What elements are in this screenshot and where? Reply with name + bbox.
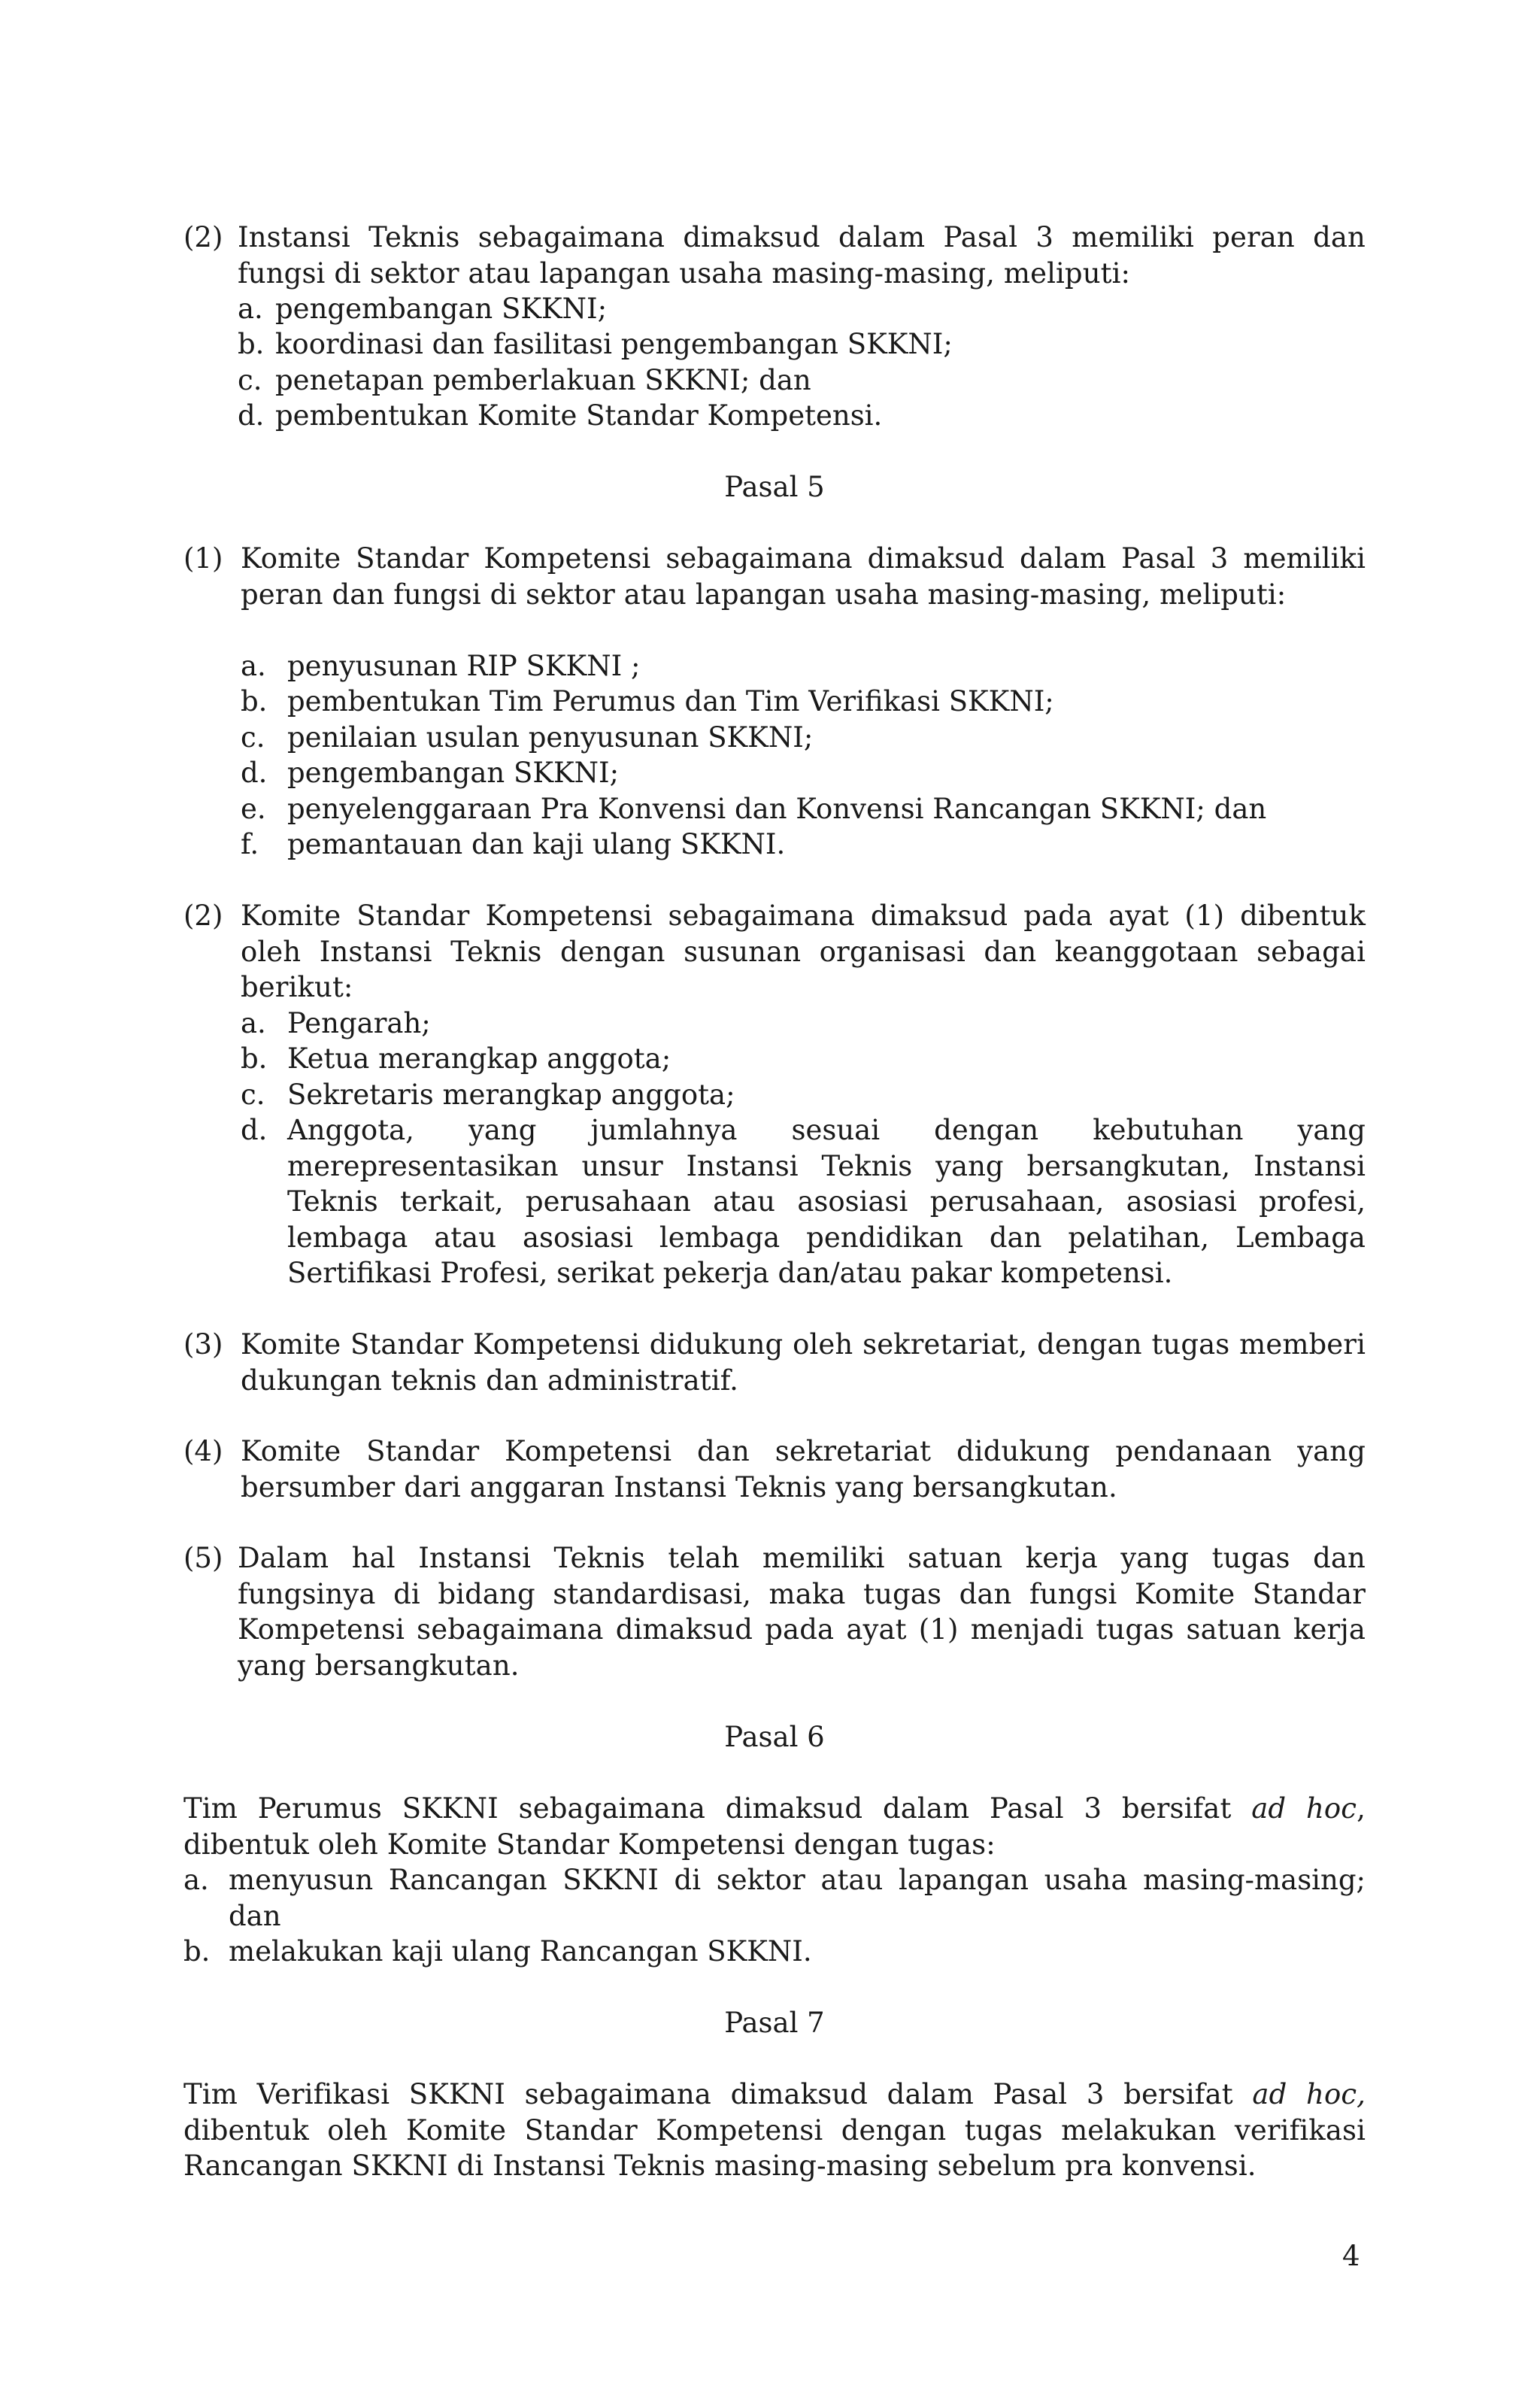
ayat-text: Komite Standar Kompetensi didukung oleh sekretariat, dengan tugas memberi dukungan teknis dan administratif. bbox=[241, 1328, 1366, 1397]
ayat-number: (2) bbox=[183, 900, 223, 932]
ayat-intro-text: Komite Standar Kompetensi sebagaimana dimaksud pada ayat (1) dibentuk oleh Instansi Teknis dengan susunan organisasi dan keanggotaan sebagai berikut: bbox=[241, 900, 1366, 1003]
list-item-label: a. bbox=[238, 293, 263, 325]
list-item bbox=[241, 684, 1366, 720]
list-item-text: menyusun Rancangan SKKNI di sektor atau lapangan usaha masing-masing; dan bbox=[229, 1864, 1366, 1932]
list-item-label: a. bbox=[241, 650, 266, 682]
list-item-label: d. bbox=[241, 757, 268, 789]
intro-text-italic: ad hoc, bbox=[1252, 2078, 1366, 2110]
list-item-label: c. bbox=[241, 1079, 265, 1111]
ayat-number: (4) bbox=[183, 1435, 223, 1467]
list-item-text: Anggota, yang jumlahnya sesuai dengan kebutuhan yang merepresentasikan unsur Instansi Teknis yang bersangkutan, Instansi Teknis terkait, perusahaan atau asosiasi perusahaan, asosiasi profesi, lembaga atau asosiasi lembaga pendidikan dan pelatihan, Lembaga Sertifikasi Profesi, serikat pekerja dan/atau pakar kompetensi. bbox=[287, 1114, 1366, 1289]
list-item-label: d. bbox=[238, 399, 265, 432]
list-item-label: f. bbox=[241, 828, 259, 860]
article-heading: Pasal 7 bbox=[724, 2007, 825, 2039]
list-item-text: Sekretaris merangkap anggota; bbox=[287, 1079, 735, 1111]
list-item-text: Ketua merangkap anggota; bbox=[287, 1042, 671, 1075]
article-heading: Pasal 6 bbox=[724, 1721, 825, 1753]
ayat-text: Dalam hal Instansi Teknis telah memiliki satuan kerja yang tugas dan fungsinya di bidang standardisasi, maka tugas dan fungsi Komite Standar Kompetensi sebagaimana dimaksud pada ayat (1) menjadi tugas satuan kerja yang bersangkutan. bbox=[238, 1542, 1366, 1682]
list-item bbox=[238, 363, 1366, 399]
list-item-text: melakukan kaji ulang Rancangan SKKNI. bbox=[229, 1935, 812, 1968]
list-item bbox=[241, 827, 1366, 863]
list-item-text: pembentukan Komite Standar Kompetensi. bbox=[275, 399, 883, 432]
article-heading: Pasal 5 bbox=[724, 471, 825, 503]
ayat-intro-text: Instansi Teknis sebagaimana dimaksud dalam Pasal 3 memiliki peran dan fungsi di sektor atau lapangan usaha masing-masing, meliputi: bbox=[238, 221, 1366, 290]
list-item-text: pengembangan SKKNI; bbox=[275, 293, 608, 325]
ayat-intro-text: Komite Standar Kompetensi sebagaimana dimaksud dalam Pasal 3 memiliki peran dan fungsi di sektor atau lapangan usaha masing-masing, meliputi: bbox=[241, 542, 1366, 611]
article-intro-text bbox=[183, 2077, 1366, 2184]
intro-text-italic: ad hoc bbox=[1251, 1792, 1357, 1825]
list-item bbox=[241, 1077, 1366, 1113]
list-item-text: Pengarah; bbox=[287, 1007, 431, 1039]
list-item-label: e. bbox=[241, 793, 266, 825]
list-item bbox=[241, 755, 1366, 791]
list-item-text: pembentukan Tim Perumus dan Tim Verifikasi SKKNI; bbox=[287, 685, 1054, 718]
list-item bbox=[241, 720, 1366, 756]
ayat-number: (2) bbox=[183, 221, 223, 253]
list-item-label: b. bbox=[241, 1042, 268, 1075]
list-item-text: pemantauan dan kaji ulang SKKNI. bbox=[287, 828, 786, 860]
list-item bbox=[241, 791, 1366, 827]
list-item-label: b. bbox=[238, 328, 265, 360]
ayat-number: (1) bbox=[183, 542, 223, 575]
list-item bbox=[238, 398, 1366, 434]
list-item-label: d. bbox=[241, 1114, 268, 1146]
list-item-text: pengembangan SKKNI; bbox=[287, 757, 620, 789]
list-item-text: penetapan pemberlakuan SKKNI; dan bbox=[275, 364, 811, 396]
list-item-label: a. bbox=[241, 1007, 266, 1039]
list-item-label: a. bbox=[183, 1864, 209, 1896]
page-number: 4 bbox=[1342, 2240, 1360, 2272]
list-item-label: c. bbox=[238, 364, 262, 396]
ayat-number: (5) bbox=[183, 1542, 223, 1574]
list-item-text: koordinasi dan fasilitasi pengembangan SKKNI; bbox=[275, 328, 953, 360]
list-item-text: penilaian usulan penyusunan SKKNI; bbox=[287, 721, 814, 754]
list-item-label: b. bbox=[183, 1935, 211, 1968]
list-item bbox=[183, 1934, 1366, 1970]
intro-text-end: , dibentuk oleh Komite Standar Kompetensi dengan tugas: bbox=[183, 1792, 1366, 1861]
intro-text-end: dibentuk oleh Komite Standar Kompetensi dengan tugas melakukan verifikasi Rancangan SKKNI di Instansi Teknis masing-masing sebelum pra konvensi. bbox=[183, 2113, 1366, 2182]
ayat-text: Komite Standar Kompetensi dan sekretariat didukung pendanaan yang bersumber dari anggaran Instansi Teknis yang bersangkutan. bbox=[241, 1435, 1366, 1503]
list-item bbox=[241, 1041, 1366, 1077]
list-item-text: penyusunan RIP SKKNI ; bbox=[287, 650, 641, 682]
list-item bbox=[238, 291, 1366, 327]
intro-text-start: Tim Verifikasi SKKNI sebagaimana dimaksud dalam Pasal 3 bersifat bbox=[183, 2078, 1253, 2110]
intro-text-start: Tim Perumus SKKNI sebagaimana dimaksud dalam Pasal 3 bersifat bbox=[183, 1792, 1252, 1825]
list-item-label: b. bbox=[241, 685, 268, 718]
list-item-text: penyelenggaraan Pra Konvensi dan Konvensi Rancangan SKKNI; dan bbox=[287, 793, 1267, 825]
ayat-number: (3) bbox=[183, 1328, 223, 1361]
list-item bbox=[238, 326, 1366, 363]
list-item-label: c. bbox=[241, 721, 265, 754]
list-item bbox=[241, 1006, 1366, 1042]
article-intro-text bbox=[183, 1791, 1366, 1862]
list-item bbox=[241, 648, 1366, 684]
